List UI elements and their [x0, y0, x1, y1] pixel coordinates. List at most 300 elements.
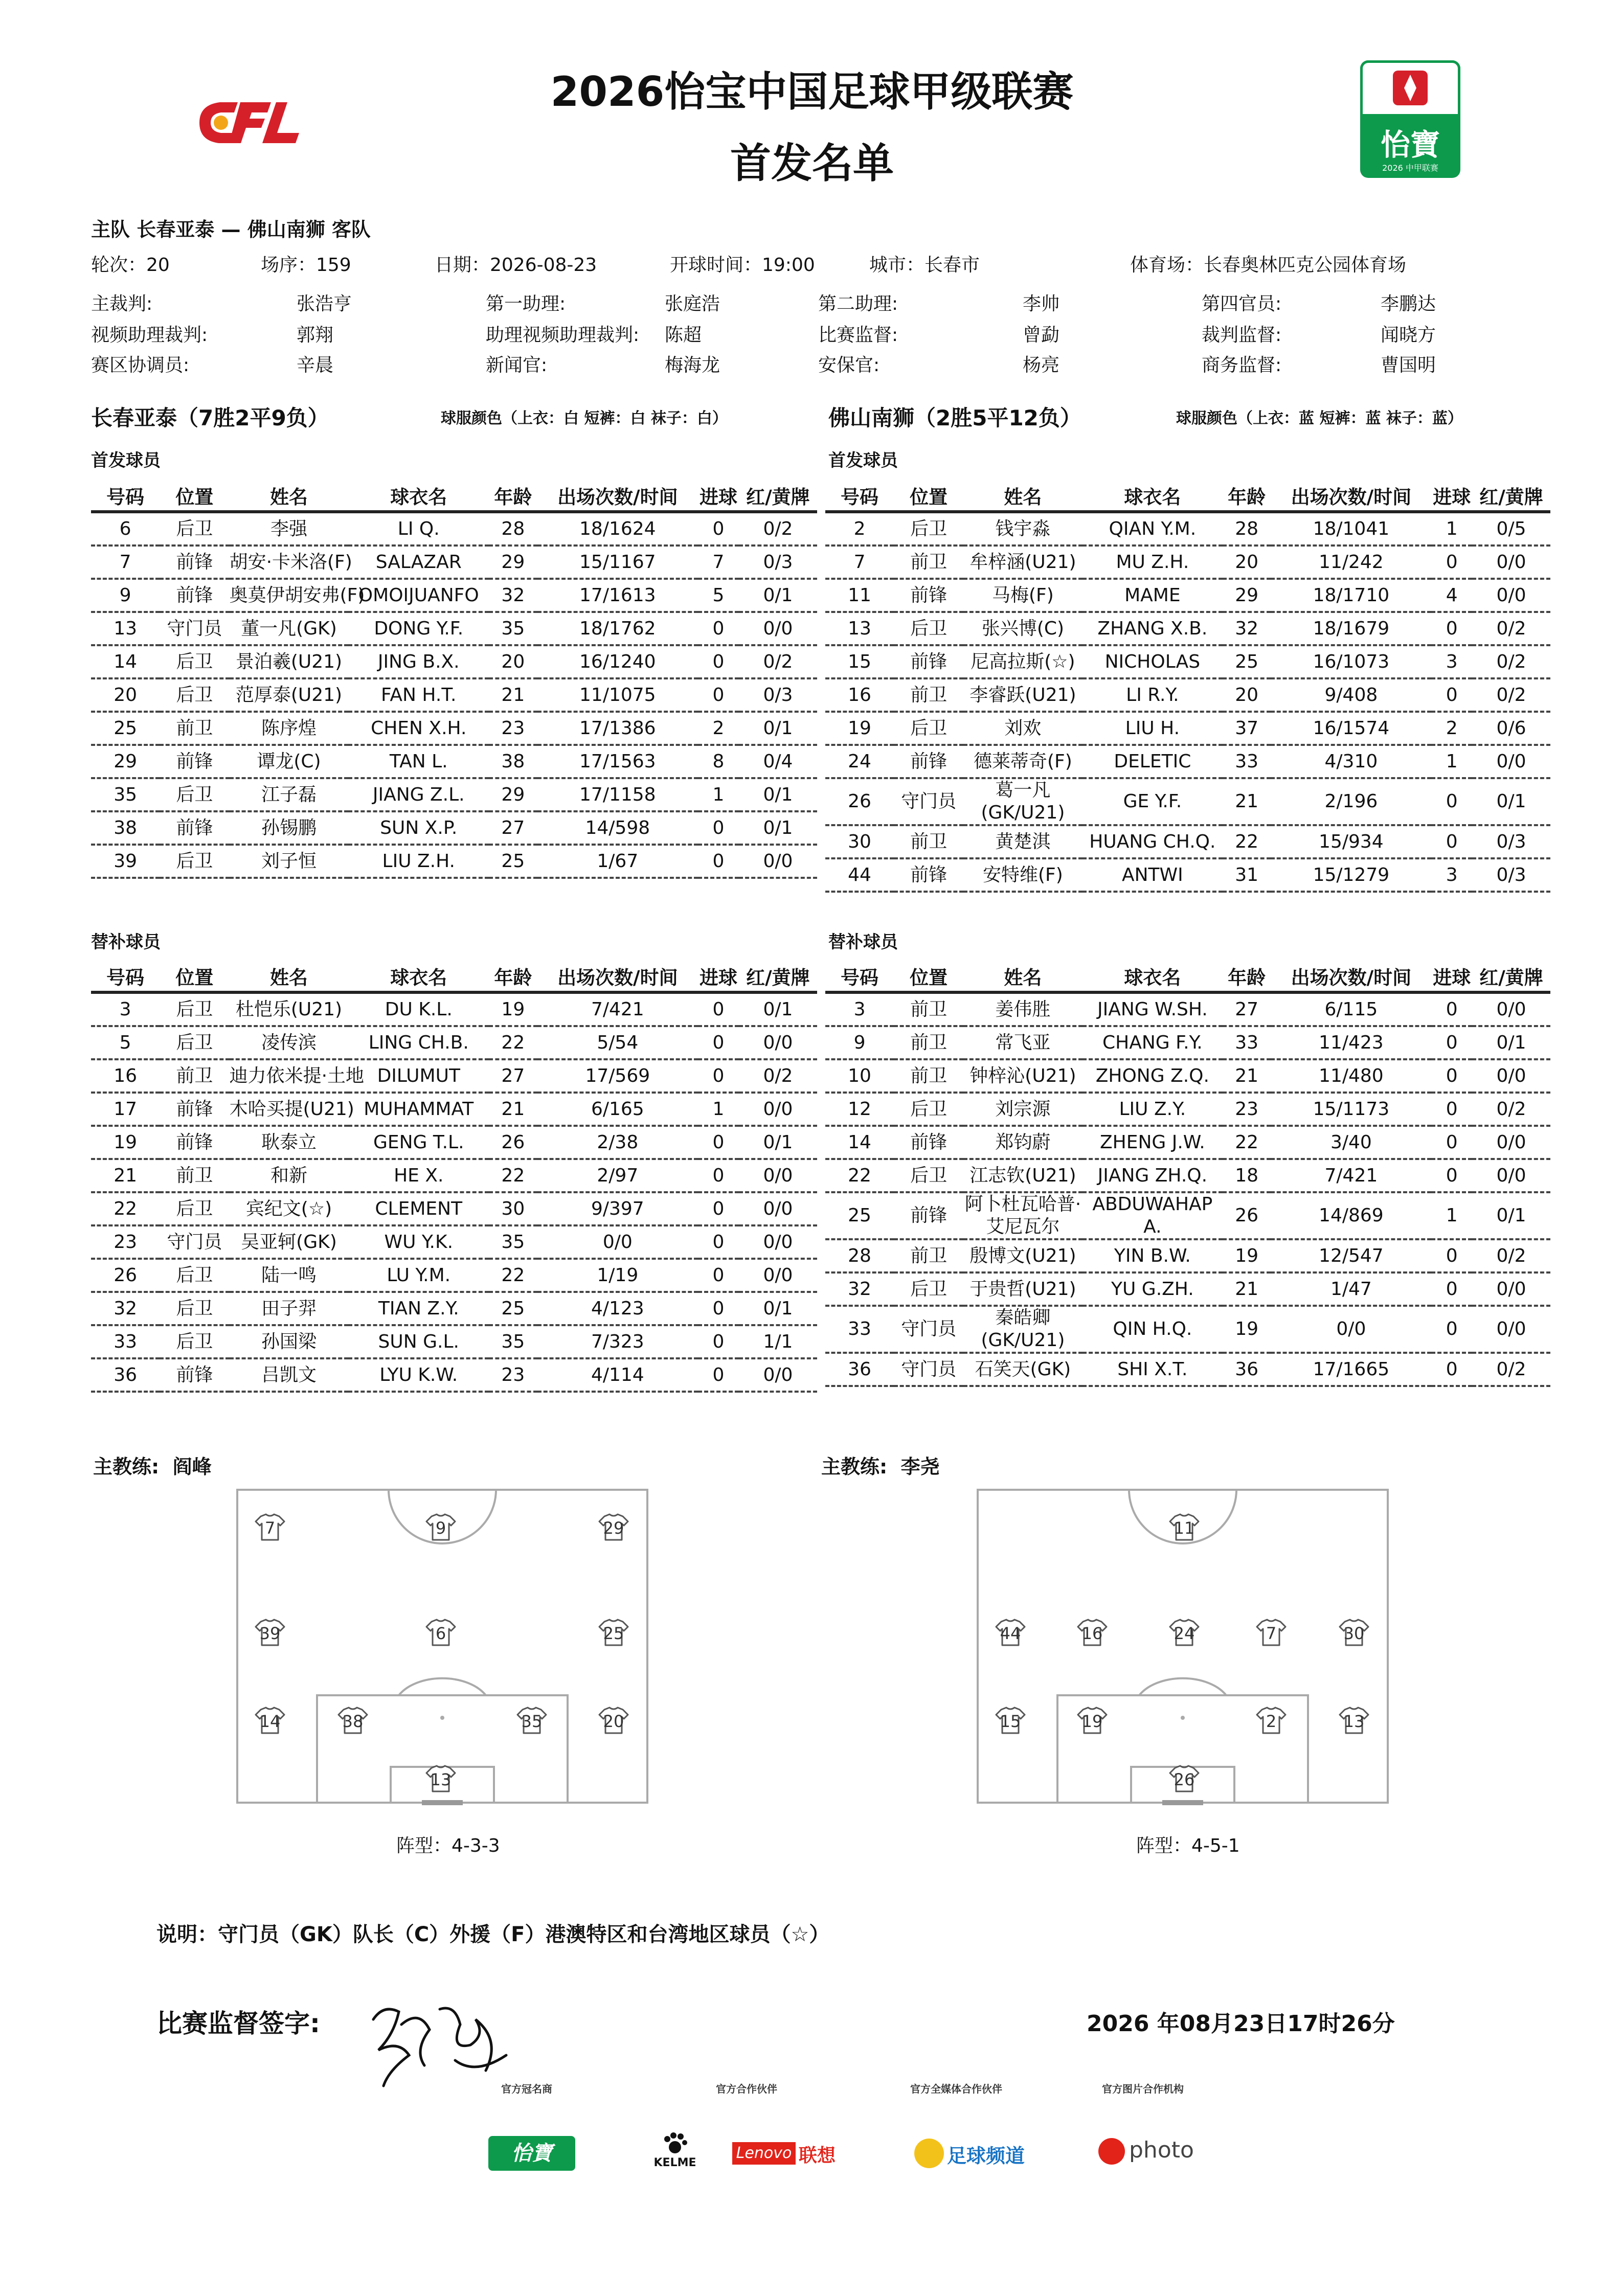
jersey-number: 7 [264, 1518, 276, 1538]
player-cell: 后卫 [894, 1272, 963, 1306]
jersey-number: 11 [1174, 1518, 1195, 1538]
player-cell: 0/6 [1472, 712, 1550, 745]
official-name: 曾勐 [1023, 325, 1060, 346]
column-header: 红/黄牌 [739, 961, 817, 992]
player-cell: 23 [489, 1358, 537, 1392]
player-cell: 殷博文(U21) [963, 1239, 1082, 1272]
player-cell: 7/421 [537, 992, 698, 1026]
jersey-icon [599, 1708, 628, 1733]
player-cell: 后卫 [160, 1026, 229, 1059]
player-cell: 20 [91, 678, 160, 712]
player-cell: 21 [1223, 778, 1271, 825]
player-row [91, 1093, 817, 1126]
player-cell: 19 [1223, 1306, 1271, 1353]
jersey-icon [1170, 1514, 1199, 1540]
official-name: 李鹏达 [1381, 293, 1436, 314]
player-cell: DILUMUT [348, 1059, 489, 1093]
official-role: 新闻官: [486, 355, 548, 376]
jersey-icon [1170, 1766, 1199, 1791]
sponsor-kelme: KELME [647, 2132, 703, 2169]
column-header: 年龄 [489, 961, 537, 992]
player-cell: 前卫 [894, 678, 963, 712]
player-cell: 18 [1223, 1159, 1271, 1192]
player-cell: 18/1679 [1271, 612, 1431, 645]
player-row [91, 1225, 817, 1259]
player-row [825, 1026, 1550, 1059]
player-cell: 董一凡(GK) [230, 612, 349, 645]
player-cell: 0/0 [1472, 1126, 1550, 1159]
column-header: 红/黄牌 [1472, 961, 1550, 992]
player-cell: 0 [698, 1192, 739, 1225]
player-cell: 后卫 [160, 1325, 229, 1358]
jersey-number: 35 [521, 1712, 543, 1731]
legend-note: 说明：守门员（GK）队长（C）外援（F）港澳特区和台湾地区球员（☆） [156, 1923, 830, 1946]
player-cell: 0 [698, 811, 739, 845]
player-cell: 0 [698, 1325, 739, 1358]
player-cell: 33 [1223, 1026, 1271, 1059]
player-row [91, 1026, 817, 1059]
player-cell: 32 [825, 1272, 894, 1306]
player-cell: 0/1 [1472, 1192, 1550, 1239]
player-cell: 17/1386 [537, 712, 698, 745]
player-cell: 前锋 [160, 1093, 229, 1126]
player-cell: 20 [1223, 545, 1271, 579]
player-cell: 25 [489, 1292, 537, 1325]
player-cell: 0/1 [739, 579, 817, 612]
player-cell: 21 [489, 678, 537, 712]
player-cell: QIAN Y.M. [1082, 512, 1223, 545]
player-cell: 17 [91, 1093, 160, 1126]
player-cell: 0/0 [1472, 1272, 1550, 1306]
player-cell: 0/2 [739, 512, 817, 545]
jersey-icon [426, 1514, 455, 1540]
column-header: 红/黄牌 [1472, 481, 1550, 512]
player-cell: 1/1 [739, 1325, 817, 1358]
player-cell: MAME [1082, 579, 1223, 612]
column-header: 出场次数/时间 [1271, 481, 1431, 512]
player-cell: 常飞亚 [963, 1026, 1082, 1059]
player-cell: 姜伟胜 [963, 992, 1082, 1026]
player-cell: 13 [825, 612, 894, 645]
jersey-number: 13 [1343, 1712, 1365, 1731]
player-cell: 38 [489, 745, 537, 778]
jersey-number: 25 [603, 1624, 624, 1643]
column-header: 号码 [825, 961, 894, 992]
player-cell: 前卫 [894, 1059, 963, 1093]
home-coach: 主教练: 阎峰 [93, 1456, 212, 1478]
player-cell: 迪力依米提·土地 [230, 1059, 349, 1093]
player-cell: 2/38 [537, 1126, 698, 1159]
player-cell: 马梅(F) [963, 579, 1082, 612]
player-cell: 0/0 [1472, 579, 1550, 612]
player-row [825, 1059, 1550, 1093]
player-cell: 36 [1223, 1353, 1271, 1386]
player-cell: HE X. [348, 1159, 489, 1192]
player-cell: 于贵哲(U21) [963, 1272, 1082, 1306]
column-header: 年龄 [489, 481, 537, 512]
player-cell: 25 [91, 712, 160, 745]
player-cell: 0 [1431, 778, 1472, 825]
player-cell: 22 [489, 1159, 537, 1192]
jersey-number: 19 [1081, 1712, 1103, 1731]
player-cell: 安特维(F) [963, 858, 1082, 892]
player-cell: 前卫 [894, 545, 963, 579]
player-cell: 12 [825, 1093, 894, 1126]
player-cell: 0 [1431, 1353, 1472, 1386]
player-cell: 22 [91, 1192, 160, 1225]
player-cell: 25 [825, 1192, 894, 1239]
player-cell: 0/4 [739, 745, 817, 778]
player-cell: CHEN X.H. [348, 712, 489, 745]
player-cell: 谭龙(C) [230, 745, 349, 778]
player-cell: SUN X.P. [348, 811, 489, 845]
player-cell: 德莱蒂奇(F) [963, 745, 1082, 778]
player-row [91, 512, 817, 545]
jersey-number: 2 [1266, 1712, 1277, 1731]
player-cell: 杜恺乐(U21) [230, 992, 349, 1026]
home-starters-label: 首发球员 [91, 450, 161, 471]
player-cell: LI R.Y. [1082, 678, 1223, 712]
player-cell: 后卫 [160, 1259, 229, 1292]
player-cell: MUHAMMAT [348, 1093, 489, 1126]
player-cell: 15 [825, 645, 894, 678]
home-starters-table [91, 481, 817, 879]
column-header: 位置 [160, 481, 229, 512]
player-row [91, 1059, 817, 1093]
player-cell: 35 [489, 1325, 537, 1358]
player-cell: 0/0 [1472, 1306, 1550, 1353]
column-header: 号码 [91, 481, 160, 512]
player-cell: 8 [698, 745, 739, 778]
player-cell: OMOIJUANFO [348, 579, 489, 612]
player-cell: 35 [489, 612, 537, 645]
official-role: 第一助理: [486, 293, 566, 314]
player-cell: 23 [1223, 1093, 1271, 1126]
jersey-number: 30 [1343, 1624, 1365, 1643]
official-role: 比赛监督: [818, 325, 898, 346]
player-cell: 石笑天(GK) [963, 1353, 1082, 1386]
player-cell: 和新 [230, 1159, 349, 1192]
jersey-number: 16 [1081, 1624, 1103, 1643]
player-cell: 35 [91, 778, 160, 811]
player-cell: 后卫 [894, 712, 963, 745]
away-formation: 阵型：4-5-1 [1136, 1835, 1240, 1856]
player-cell: 0/0 [1472, 1159, 1550, 1192]
player-cell: 0 [698, 612, 739, 645]
player-row [91, 1159, 817, 1192]
player-cell: 0 [1431, 1159, 1472, 1192]
jersey-icon [339, 1708, 367, 1733]
player-cell: 陆一鸣 [230, 1259, 349, 1292]
column-header: 位置 [894, 481, 963, 512]
jersey-icon [256, 1620, 284, 1645]
city: 城市：长春市 [869, 255, 980, 276]
player-cell: 后卫 [160, 645, 229, 678]
player-cell: 0/1 [739, 712, 817, 745]
player-cell: 32 [91, 1292, 160, 1325]
football-channel-icon [914, 2139, 944, 2168]
player-cell: 孙锡鹏 [230, 811, 349, 845]
player-cell: 江志钦(U21) [963, 1159, 1082, 1192]
sponsor-logo: 怡寶 2026 中甲联赛 [1360, 60, 1460, 178]
player-cell: 0/0 [739, 1358, 817, 1392]
column-header: 出场次数/时间 [1271, 961, 1431, 992]
player-cell: 5 [91, 1026, 160, 1059]
sponsor-lianxiang: 联想 [799, 2145, 836, 2166]
player-cell: 0 [1431, 1093, 1472, 1126]
player-cell: 4/123 [537, 1292, 698, 1325]
player-cell: 0/1 [1472, 778, 1550, 825]
sponsor-heading-1: 官方冠名商 [501, 2083, 552, 2095]
player-cell: 38 [91, 811, 160, 845]
jersey-icon [599, 1620, 628, 1645]
player-row [825, 612, 1550, 645]
player-cell: 2 [1431, 712, 1472, 745]
sponsor-icphoto: photo [1129, 2137, 1194, 2163]
column-header: 进球 [1431, 481, 1472, 512]
penalty-spot [1181, 1716, 1185, 1720]
player-cell: 3 [91, 992, 160, 1026]
player-cell: 1/47 [1271, 1272, 1431, 1306]
player-cell: 后卫 [894, 512, 963, 545]
player-cell: 后卫 [160, 845, 229, 878]
player-cell: 0/3 [739, 678, 817, 712]
player-cell: 0/1 [739, 811, 817, 845]
player-cell: 17/569 [537, 1059, 698, 1093]
player-cell: 22 [1223, 825, 1271, 858]
flame-icon [1390, 67, 1431, 108]
player-cell: 27 [489, 811, 537, 845]
player-cell: 26 [1223, 1192, 1271, 1239]
player-cell: 0/0 [1472, 1059, 1550, 1093]
column-header: 位置 [160, 961, 229, 992]
player-cell: 5 [698, 579, 739, 612]
player-cell: SHI X.T. [1082, 1353, 1223, 1386]
player-row [91, 1292, 817, 1325]
player-cell: 0 [1431, 1272, 1472, 1306]
column-header: 球衣名 [348, 481, 489, 512]
player-cell: JIANG W.SH. [1082, 992, 1223, 1026]
player-cell: 3 [1431, 645, 1472, 678]
jersey-icon [1340, 1620, 1368, 1645]
player-cell: 0 [698, 1059, 739, 1093]
player-cell: 36 [825, 1353, 894, 1386]
player-row [91, 1358, 817, 1392]
player-cell: 32 [489, 579, 537, 612]
player-cell: DONG Y.F. [348, 612, 489, 645]
player-cell: 28 [825, 1239, 894, 1272]
jersey-number: 39 [259, 1624, 281, 1643]
player-cell: 0/0 [1472, 545, 1550, 579]
player-cell: CLEMENT [348, 1192, 489, 1225]
player-cell: 0/0 [1472, 745, 1550, 778]
column-header: 进球 [1431, 961, 1472, 992]
player-cell: 2 [698, 712, 739, 745]
player-cell: 0/2 [1472, 1353, 1550, 1386]
player-cell: 0/2 [1472, 645, 1550, 678]
player-cell: YU G.ZH. [1082, 1272, 1223, 1306]
home-subs-label: 替补球员 [91, 932, 161, 952]
player-row [825, 1192, 1550, 1239]
player-cell: 17/1665 [1271, 1353, 1431, 1386]
player-cell: 0 [698, 645, 739, 678]
ic-photo-icon [1098, 2138, 1125, 2165]
player-row [825, 645, 1550, 678]
jersey-icon [517, 1708, 546, 1733]
player-row [825, 825, 1550, 858]
player-cell: ANTWI [1082, 858, 1223, 892]
player-cell: 前卫 [894, 992, 963, 1026]
player-cell: LIU H. [1082, 712, 1223, 745]
player-row [825, 579, 1550, 612]
column-header: 姓名 [230, 961, 349, 992]
player-row [825, 512, 1550, 545]
player-cell: 18/1624 [537, 512, 698, 545]
player-cell: 15/1173 [1271, 1093, 1431, 1126]
player-cell: 17/1563 [537, 745, 698, 778]
player-cell: 后卫 [160, 1192, 229, 1225]
stadium: 体育场：长春奥林匹克公园体育场 [1130, 255, 1407, 276]
player-cell: 18/1710 [1271, 579, 1431, 612]
player-cell: 0/2 [739, 1059, 817, 1093]
player-cell: 李强 [230, 512, 349, 545]
player-cell: 7 [91, 545, 160, 579]
player-cell: 27 [1223, 992, 1271, 1026]
player-row [91, 579, 817, 612]
player-cell: 4/114 [537, 1358, 698, 1392]
player-cell: SUN G.L. [348, 1325, 489, 1358]
player-cell: 16 [91, 1059, 160, 1093]
player-cell: 3 [825, 992, 894, 1026]
player-cell: 0/0 [739, 1159, 817, 1192]
player-cell: ABDUWAHAP A. [1082, 1192, 1223, 1239]
official-name: 郭翔 [297, 325, 334, 346]
official-name: 张浩亨 [297, 293, 352, 314]
official-role: 安保官: [818, 355, 880, 376]
column-header: 年龄 [1223, 961, 1271, 992]
home-formation: 阵型：4-3-3 [396, 1835, 500, 1856]
player-cell: 0/1 [739, 778, 817, 811]
sponsor-lenovo: Lenovo [732, 2142, 796, 2165]
player-cell: 0/1 [1472, 1026, 1550, 1059]
player-cell: 28 [1223, 512, 1271, 545]
sponsor-yibao: 怡寶 [488, 2136, 575, 2171]
player-cell: 后卫 [160, 778, 229, 811]
player-cell: 江子磊 [230, 778, 349, 811]
player-cell: 0/0 [1271, 1306, 1431, 1353]
player-cell: 孙国梁 [230, 1325, 349, 1358]
page-title: 2026怡宝中国足球甲级联赛 [550, 68, 1074, 116]
player-cell: 后卫 [160, 678, 229, 712]
player-cell: 0/0 [739, 1259, 817, 1292]
player-cell: 前锋 [160, 1126, 229, 1159]
player-cell: 0/1 [739, 992, 817, 1026]
player-cell: 19 [1223, 1239, 1271, 1272]
player-cell: 吴亚轲(GK) [230, 1225, 349, 1259]
player-cell: 李睿跃(U21) [963, 678, 1082, 712]
away-subs-label: 替补球员 [828, 932, 898, 952]
player-cell: 1 [1431, 1192, 1472, 1239]
player-cell: 前锋 [894, 579, 963, 612]
jersey-number: 9 [435, 1518, 446, 1538]
player-cell: 0/3 [739, 545, 817, 579]
player-cell: 钱宇淼 [963, 512, 1082, 545]
player-cell: 9 [91, 579, 160, 612]
player-cell: 宾纪文(☆) [230, 1192, 349, 1225]
official-name: 梅海龙 [665, 355, 720, 376]
official-role: 赛区协调员: [91, 355, 190, 376]
player-cell: 30 [489, 1192, 537, 1225]
column-header: 进球 [698, 961, 739, 992]
player-cell: 27 [489, 1059, 537, 1093]
jersey-number: 7 [1266, 1624, 1277, 1643]
pitch-line [1139, 1678, 1226, 1695]
page-subtitle: 首发名单 [730, 140, 894, 187]
player-cell: 0/2 [1472, 678, 1550, 712]
player-cell: 0 [698, 1358, 739, 1392]
official-name: 李帅 [1023, 293, 1060, 314]
player-cell: 15/1167 [537, 545, 698, 579]
player-cell: ZHANG X.B. [1082, 612, 1223, 645]
player-cell: 9/397 [537, 1192, 698, 1225]
player-cell: 0/0 [739, 1192, 817, 1225]
player-cell: 0 [698, 1225, 739, 1259]
player-cell: 前卫 [894, 1026, 963, 1059]
player-cell: 11 [825, 579, 894, 612]
player-cell: ZHENG J.W. [1082, 1126, 1223, 1159]
column-header: 红/黄牌 [739, 481, 817, 512]
player-cell: 凌传滨 [230, 1026, 349, 1059]
player-cell: 24 [825, 745, 894, 778]
player-cell: 22 [825, 1159, 894, 1192]
player-cell: 44 [825, 858, 894, 892]
sponsor-heading-2: 官方合作伙伴 [716, 2083, 777, 2095]
player-row [91, 1192, 817, 1225]
jersey-icon [256, 1708, 284, 1733]
player-row [91, 1126, 817, 1159]
player-row [825, 1159, 1550, 1192]
player-cell: 0/1 [739, 1126, 817, 1159]
player-cell: 31 [1223, 858, 1271, 892]
player-cell: 0 [698, 992, 739, 1026]
jersey-icon [426, 1766, 455, 1791]
player-cell: 0 [1431, 1026, 1472, 1059]
player-cell: 钟梓沁(U21) [963, 1059, 1082, 1093]
jersey-icon [256, 1514, 284, 1540]
player-cell: JIANG Z.L. [348, 778, 489, 811]
player-row [91, 1325, 817, 1358]
player-cell: 耿泰立 [230, 1126, 349, 1159]
player-row [91, 645, 817, 678]
player-cell: 0 [698, 512, 739, 545]
player-cell: 4/310 [1271, 745, 1431, 778]
player-cell: 30 [825, 825, 894, 858]
player-cell: 0/2 [1472, 1239, 1550, 1272]
sign-timestamp: 2026 年08月23日17时26分 [1087, 2011, 1395, 2037]
kickoff-time: 开球时间：19:00 [670, 255, 815, 276]
player-cell: 9 [825, 1026, 894, 1059]
player-cell: CHANG F.Y. [1082, 1026, 1223, 1059]
player-cell: 0/0 [739, 1093, 817, 1126]
player-cell: 1/19 [537, 1259, 698, 1292]
player-cell: LIU Z.Y. [1082, 1093, 1223, 1126]
player-cell: 29 [489, 545, 537, 579]
player-cell: 前锋 [894, 645, 963, 678]
player-row [91, 845, 817, 878]
player-cell: 0 [698, 678, 739, 712]
player-cell: 29 [91, 745, 160, 778]
player-row [91, 712, 817, 745]
